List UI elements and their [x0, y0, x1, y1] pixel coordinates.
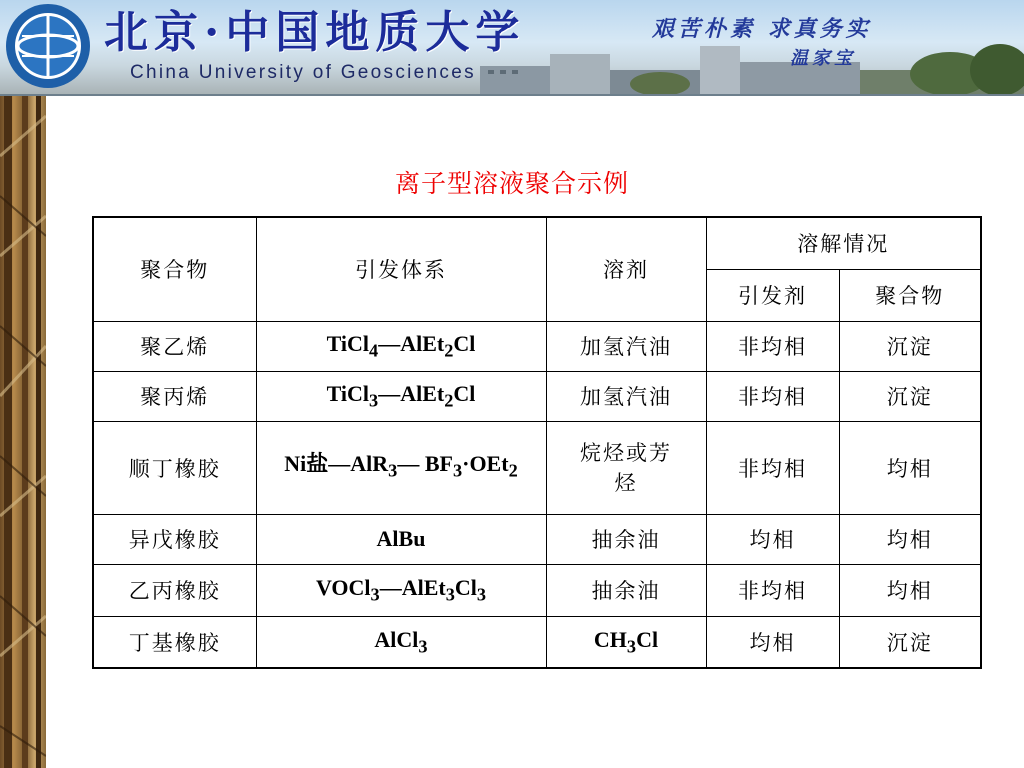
cell-polymer: 聚乙烯 [93, 321, 256, 371]
cell-solvent: 抽余油 [546, 564, 706, 616]
table-header-row [93, 217, 981, 269]
cell-initiator-state: 非均相 [706, 564, 839, 616]
cell-initiator-state: 非均相 [706, 321, 839, 371]
cell-polymer: 顺丁橡胶 [93, 421, 256, 514]
header-banner [0, 0, 1024, 96]
table-row [93, 321, 981, 371]
subheader-polymer: 聚合物 [839, 269, 981, 321]
cell-polymer-state: 沉淀 [839, 616, 981, 668]
cell-solvent: $CH_3Cl$ [546, 616, 706, 668]
university-name-english: China University of Geosciences [130, 62, 476, 83]
cell-polymer: 异戊橡胶 [93, 514, 256, 564]
cell-solvent: 加氢汽油 [546, 371, 706, 421]
table-row [93, 564, 981, 616]
motto-line-1: 艰苦朴素 求真务实 [652, 16, 872, 42]
university-logo [4, 2, 92, 90]
university-name-chinese: 北京·中国地质大学 [104, 7, 526, 58]
header-solvent: 溶剂 [546, 217, 706, 321]
header-polymer: 聚合物 [93, 217, 256, 321]
cell-initiator-state: 均相 [706, 616, 839, 668]
cell-solvent: 烷烃或芳 烃 [546, 421, 706, 514]
table-row [93, 371, 981, 421]
table-row [93, 514, 981, 564]
cell-initiator: $VOCl_3—AlEt_3Cl_3$ [256, 564, 546, 616]
polymerization-table [92, 216, 982, 669]
cell-solvent: 加氢汽油 [546, 321, 706, 371]
cell-initiator: TiCl$_3$—AlEt$_2$Cl [256, 371, 546, 421]
cell-initiator-state: 非均相 [706, 371, 839, 421]
cell-initiator-state: 均相 [706, 514, 839, 564]
motto-signature: 温家宝 [790, 48, 856, 69]
cell-initiator: AlBu [256, 514, 546, 564]
subheader-initiator: 引发剂 [706, 269, 839, 321]
campus-buildings-image [480, 40, 1024, 94]
cell-polymer-state: 沉淀 [839, 371, 981, 421]
table-row [93, 421, 981, 514]
cell-polymer: 乙丙橡胶 [93, 564, 256, 616]
cell-polymer-state: 均相 [839, 514, 981, 564]
cell-initiator: Ni盐—AlR$_3$— $BF_3\cdot OEt_2$ [256, 421, 546, 514]
cell-polymer-state: 沉淀 [839, 321, 981, 371]
header-solubility: 溶解情况 [706, 217, 981, 269]
cell-polymer: 丁基橡胶 [93, 616, 256, 668]
cell-initiator: AlCl$_3$ [256, 616, 546, 668]
header-initiator-system: 引发体系 [256, 217, 546, 321]
cell-solvent: 抽余油 [546, 514, 706, 564]
cell-polymer-state: 均相 [839, 421, 981, 514]
table-row [93, 616, 981, 668]
slide-title: 离子型溶液聚合示例 [394, 169, 629, 198]
cell-initiator-state: 非均相 [706, 421, 839, 514]
cell-initiator: TiCl$_4$—AlEt$_2$Cl [256, 321, 546, 371]
cell-polymer-state: 均相 [839, 564, 981, 616]
cell-polymer: 聚丙烯 [93, 371, 256, 421]
